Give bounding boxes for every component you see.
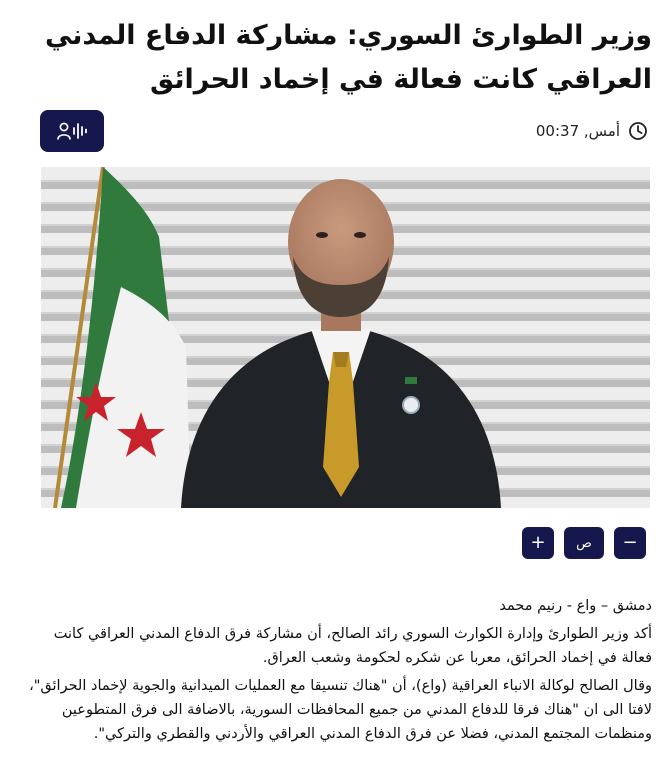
font-decrease-button[interactable]: − (614, 527, 646, 559)
paragraph: وقال الصالح لوكالة الانباء العراقية (واع)، أن "هناك تنسيقا مع العمليات الميدانية والجوية لإخماد الحرائق"، لافتا الى ان "هناك فرقا للدفاع المدني من جميع المحافظات السورية، بالاضافة الى فرق المتطوعين ومنظمات المجتمع المدني، فضلا عن فرق الدفاع المدني العراقي والأردني والقطري والتركي". (29, 678, 652, 742)
listen-button[interactable] (40, 110, 104, 152)
article-photo (41, 167, 650, 508)
byline: دمشق – واع - رنيم محمد (499, 598, 652, 614)
article-headline: وزير الطوارئ السوري: مشاركة الدفاع المدني العراقي كانت فعالة في إخماد الحرائق (44, 20, 652, 95)
font-increase-button[interactable]: + (522, 527, 554, 559)
listen-audio-icon (57, 121, 87, 141)
font-size-controls (522, 527, 646, 559)
publish-time-text: أمس, 00:37 (535, 122, 620, 140)
article-body (22, 594, 652, 750)
font-reset-button[interactable]: ص (564, 527, 604, 559)
clock-icon (628, 121, 648, 141)
publish-time (536, 121, 648, 141)
article-meta (40, 110, 648, 152)
paragraph: أكد وزير الطوارئ وإدارة الكوارث السوري رائد الصالح، أن مشاركة فرق الدفاع المدني العراقي كانت فعالة في إخماد الحرائق، معربا عن شكره لحكومة وشعب العراق. (53, 626, 652, 666)
minister-portrait (41, 167, 650, 508)
